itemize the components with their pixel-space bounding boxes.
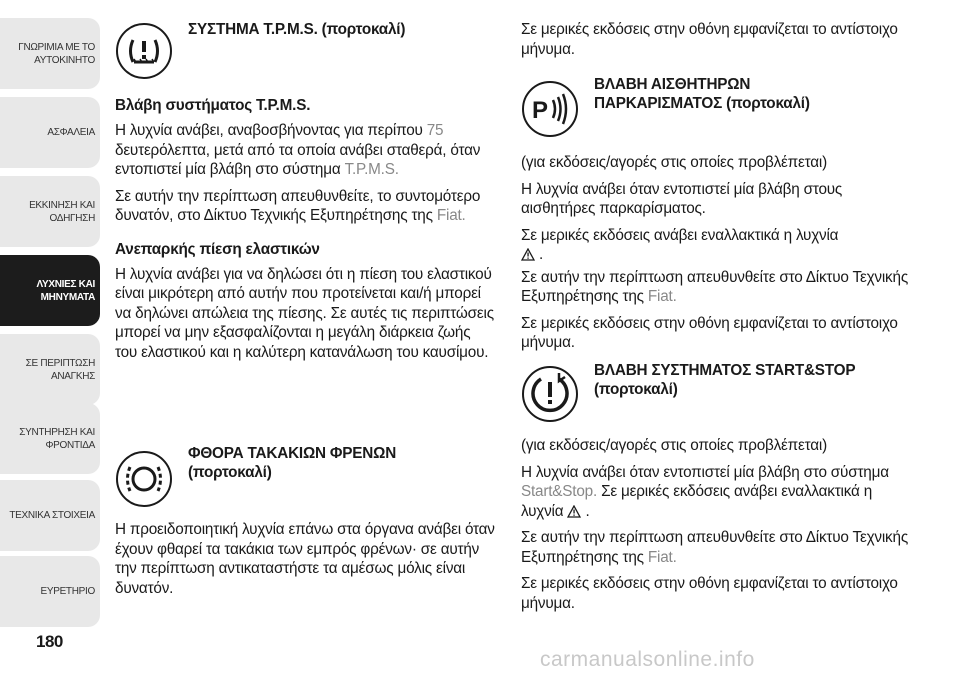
brake-paragraph: Η προειδοποιητική λυχνία επάνω στα όργανα ανάβει όταν έχουν φθαρεί τα τακάκια των εμπρός φρένων· σε αυτήν την περίπτωση αντικαταστήστε τα αμέσως μόλις είναι δυνατόν. [115,521,495,597]
tab-maintenance[interactable]: ΣΥΝΤΗΡΗΣΗ ΚΑΙ ΦΡΟΝΤΙΔΑ [0,403,100,474]
tab-index[interactable]: ΕΥΡΕΤΗΡΙΟ [0,556,100,627]
parking-sensor-icon [521,80,579,138]
tab-lights-messages[interactable]: ΛΥΧΝΙΕΣ ΚΑΙ ΜΗΝΥΜΑΤΑ [0,255,100,326]
start-stop-fault-icon [521,365,579,423]
parking-note: (για εκδόσεις/αγορές στις οποίες προβλέπεται) [521,154,828,171]
chapter-sidebar [0,0,100,678]
start-stop-note: (για εκδόσεις/αγορές στις οποίες προβλέπεται) [521,437,828,454]
watermark: carmanualsonline.info [540,648,755,671]
tpms-warning-icon [115,22,173,80]
brake-section [115,520,500,605]
tpms-title: ΣΥΣΤΗΜΑ T.P.M.S. (πορτοκαλί) [188,21,406,38]
general-warning-triangle-icon [567,505,581,518]
message-note-1: Σε μερικές εκδόσεις στην οθόνη εμφανίζεται το αντίστοιχο μήνυμα. [521,21,898,58]
start-stop-section [521,436,916,620]
general-warning-triangle-icon [521,248,535,261]
tab-safety[interactable]: ΑΣΦΑΛΕΙΑ [0,97,100,168]
message-note-3: Σε μερικές εκδόσεις στην οθόνη εμφανίζεται το αντίστοιχο μήνυμα. [521,575,898,612]
start-stop-title: ΒΛΑΒΗ ΣΥΣΤΗΜΑΤΟΣ START&STOP (πορτοκαλί) [594,362,856,398]
parking-paragraph-1: Η λυχνία ανάβει όταν εντοπιστεί μία βλάβη στους αισθητήρες παρκαρίσματος. [521,180,843,217]
fault-service-paragraph: Σε αυτήν την περίπτωση απευθυνθείτε, το συντομότερο δυνατόν, στο Δίκτυο Τεχνικής Εξυπηρέτησης της Fiat. [115,187,481,224]
parking-paragraph-3: Σε αυτήν την περίπτωση απευθυνθείτε στο Δίκτυο Τεχνικής Εξυπηρέτησης της Fiat. [521,268,908,305]
page-number: 180 [36,632,63,651]
tab-getting-to-know[interactable]: ΓΝΩΡΙΜΙΑ ΜΕ ΤΟ ΑΥΤΟΚΙΝΗΤΟ [0,18,100,89]
pressure-paragraph: Η λυχνία ανάβει για να δηλώσει ότι η πίεση του ελαστικού είναι μικρότερη από αυτήν που προτείνεται και/ή μπορεί να δηλώνει απώλεια της πίεσης. Σε αυτές τις περιπτώσεις μπορεί να μην εξασφαλίζονται η μεγάλη διάρκεια ζωής του ελαστικού και η καλύτερη κατανάλωση του καυσίμου. [115,265,494,361]
parking-section [521,153,916,360]
parking-paragraph-2: Σε μερικές εκδόσεις ανάβει εναλλακτικά η λυχνία . [521,226,839,263]
brake-pad-wear-icon [115,450,173,508]
start-stop-paragraph-2: Σε αυτήν την περίπτωση απευθυνθείτε στο Δίκτυο Τεχνικής Εξυπηρέτησης της Fiat. [521,529,908,566]
pressure-heading: Ανεπαρκής πίεση ελαστικών [115,240,320,258]
tab-starting-driving[interactable]: ΕΚΚΙΝΗΣΗ ΚΑΙ ΟΔΗΓΗΣΗ [0,176,100,247]
fault-heading: Βλάβη συστήματος T.P.M.S. [115,97,311,114]
parking-sensor-title: ΒΛΑΒΗ ΑΙΣΘΗΤΗΡΩΝ ΠΑΡΚΑΡΙΣΜΑΤΟΣ (πορτοκαλί) [594,76,810,112]
tab-technical-data[interactable]: ΤΕΧΝΙΚΑ ΣΤΟΙΧΕΙΑ [0,480,100,551]
message-note-2: Σε μερικές εκδόσεις στην οθόνη εμφανίζεται το αντίστοιχο μήνυμα. [521,314,898,351]
brake-wear-title: ΦΘΟΡΑ ΤΑΚΑΚΙΩΝ ΦΡΕΝΩΝ (πορτοκαλί) [188,445,397,481]
left-column [115,96,495,369]
tab-emergency[interactable]: ΣΕ ΠΕΡΙΠΤΩΣΗ ΑΝΑΓΚΗΣ [0,334,100,405]
fault-paragraph: Η λυχνία ανάβει, αναβοσβήνοντας για περίπου 75 δευτερόλεπτα, μετά από τα οποία ανάβει σταθερά, όταν εντοπιστεί μία βλάβη στο σύστημα T.P.M.S. [115,122,481,178]
start-stop-paragraph-1: Η λυχνία ανάβει όταν εντοπιστεί μία βλάβη στο σύστημα Start&Stop. Σε μερικές εκδόσεις ανάβει εναλλακτικά η λυχνία . [521,463,889,520]
right-top [521,20,916,66]
svg-text:P: P [532,97,549,124]
